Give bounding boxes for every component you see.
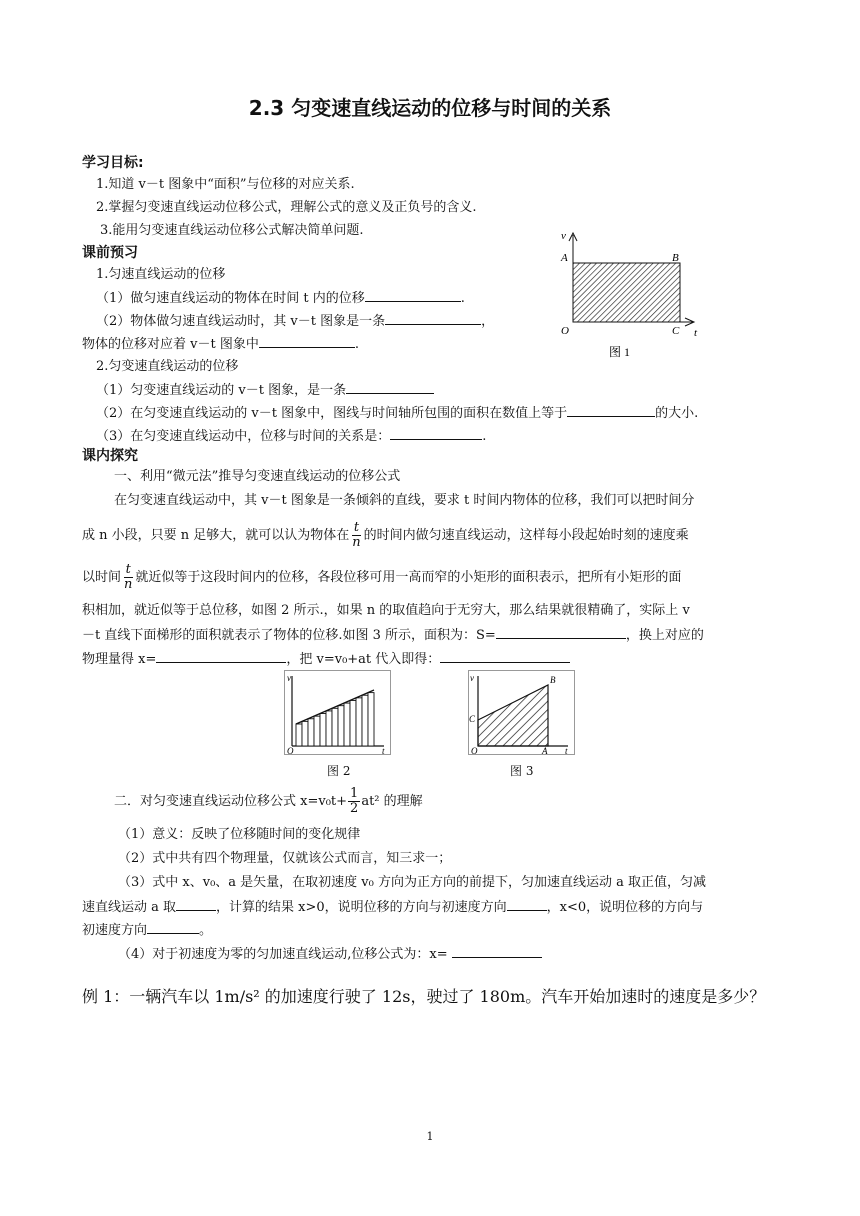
fig1-o-label: O [561,325,569,337]
preview-q2-1: （1）匀变速直线运动的 v－t 图象，是一条 [96,380,434,400]
goal-item: 1.知道 v－t 图象中“面积”与位移的对应关系. [96,177,355,192]
preview-section-1: 1.匀速直线运动的位移 [96,267,226,282]
fig1-c-label: C [672,325,680,337]
fig2-strip [350,700,356,746]
goals-heading: 学习目标: [82,155,144,171]
preview-section-2: 2.匀变速直线运动的位移 [96,359,239,374]
fig3-o-label: O [471,746,478,756]
explore-heading: 课内探究 [82,448,138,464]
part2-item: （2）式中共有四个物理量，仅就该公式而言，知三求一； [118,851,452,866]
goal-item: 3.能用匀变速直线运动位移公式解决简单问题. [100,223,364,238]
part2-item: （4）对于初速度为零的匀加速直线运动,位移公式为：x= [118,944,542,964]
fraction-t-over-n: $\frac{t}{n}$ [124,561,133,592]
fig2-v-label: v [287,673,291,683]
fig3-v-label: v [470,673,474,683]
explore-para-line: －t 直线下面梯形的面积就表示了物体的位移.如图 3 所示，面积为：S= ，换上对应的 [82,625,704,645]
fraction-one-half: $\frac{1}{2}$ [350,785,359,816]
part2-item: 初速度方向 。 [82,920,212,940]
explore-para-line: 物理量得 x= ，把 v=v₀+at 代入即得： [82,649,570,669]
preview-q2-2: （2）在匀变速直线运动的 v－t 图象中，图线与时间轴所包围的面积在数值上等于 的大小. [96,403,698,423]
explore-part1-title: 一、利用“微元法”推导匀变速直线运动的位移公式 [114,469,401,484]
fig3-caption: 图 3 [510,764,534,778]
fig1-b-label: B [672,252,679,264]
fig2-t-label: t [382,746,385,756]
fig1-t-label: t [694,327,698,339]
fig2-caption: 图 2 [327,764,351,778]
fig2-strip [296,724,302,746]
fig2-strip [320,714,326,746]
explore-para-line: 积相加，就近似等于总位移，如图 2 所示.，如果 n 的取值趋向于无穷大，那么结果就很精确了，实际上 v [82,603,690,618]
explore-para-line: 以时间 $\frac{t}{n}$ 就近似等于这段时间内的位移，各段位移可用一高而窄的小矩形的面积表示，把所有小矩形的面 [82,561,682,592]
fig2-strip [338,706,344,746]
fig3-t-label: t [565,746,568,756]
goal-item: 2.掌握匀变速直线运动位移公式，理解公式的意义及正负号的含义. [96,200,477,215]
fig3-a-label: A [542,746,548,756]
fig1-a-label: A [561,252,568,264]
explore-para-line: 成 n 小段，只要 n 足够大，就可以认为物体在 $\frac{t}{n}$ 的时间内做匀速直线运动，这样每小段起始时刻的速度乘 [82,519,689,550]
fig2-strip [344,703,350,746]
part2-item: （3）式中 x、v₀、a 是矢量，在取初速度 v₀ 方向为正方向的前提下，匀加速直线运动 a 取正值，匀减 [118,875,707,890]
explore-para-line: 在匀变速直线运动中，其 v－t 图象是一条倾斜的直线，要求 t 时间内物体的位移，我们可以把时间分 [114,493,695,508]
fig1-caption: 图 1 [609,345,631,359]
fig2-strip [368,693,374,746]
fraction-t-over-n: $\frac{t}{n}$ [352,519,361,550]
fig2-o-label: O [287,746,294,756]
fig3-b-label: B [550,675,556,685]
example-1: 例 1：一辆汽车以 1m/s² 的加速度行驶了 12s，驶过了 180m。汽车开始加速时的速度是多少？ [82,987,766,1006]
preview-q2-3: （3）在匀变速直线运动中，位移与时间的关系是： . [96,426,486,446]
preview-q1-1: （1）做匀速直线运动的物体在时间 t 内的位移 . [96,288,465,308]
fig3-c-label: C [469,714,476,724]
figure-2 [284,670,392,756]
fig2-strip [314,716,320,746]
page-number: 1 [426,1130,434,1143]
figure-3 [468,670,576,756]
preview-heading: 课前预习 [82,245,138,261]
fig1-v-label: v [561,230,566,242]
fig2-strip [362,695,368,746]
fig2-strip [332,708,338,746]
preview-q1-2: （2）物体做匀速直线运动时，其 v－t 图象是一条 ， [96,311,494,331]
page-title: 2.3 匀变速直线运动的位移与时间的关系 [248,96,612,120]
fig2-strip [302,721,308,746]
fig2-strip [356,698,362,746]
fig2-strip [326,711,332,746]
part2-item: 速直线运动 a 取 ，计算的结果 x>0，说明位移的方向与初速度方向 ，x<0，说明位移的方向与 [82,897,703,917]
preview-q1-2b: 物体的位移对应着 v－t 图象中 . [82,334,359,354]
part2-item: （1）意义：反映了位移随时间的变化规律 [118,827,361,842]
part2-title: 二．对匀变速直线运动位移公式 x=v₀t+ $\frac{1}{2}$ at² 的理解 [114,785,423,816]
fig2-strip [308,719,314,746]
figure-1 [555,225,710,365]
